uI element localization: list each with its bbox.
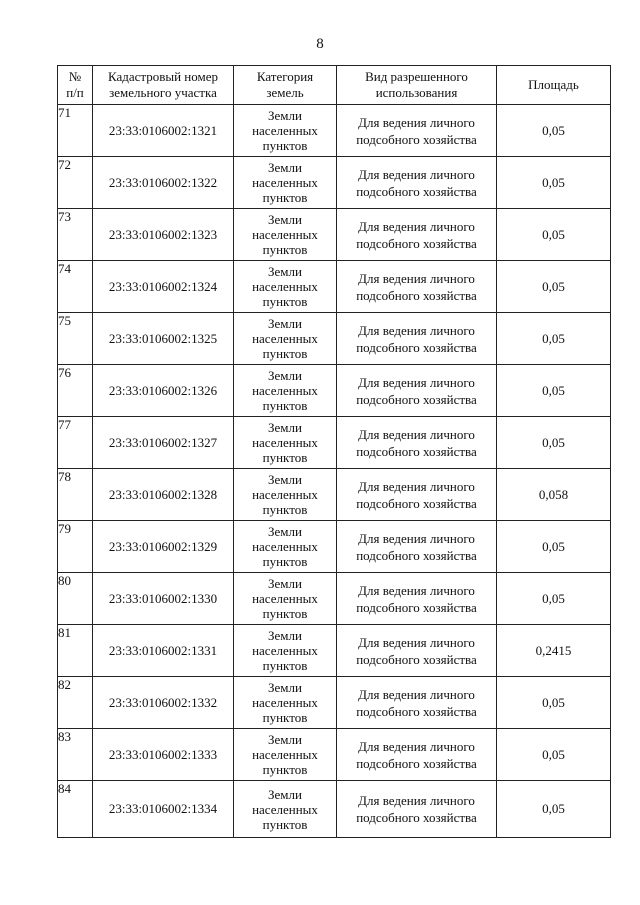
permitted-use: [337, 729, 497, 781]
use-line1: Для ведения личного: [358, 374, 475, 390]
header-category: [234, 66, 337, 105]
permitted-use: [337, 677, 497, 729]
category-line1: Земли: [268, 316, 302, 331]
header-area: [497, 66, 611, 105]
plot-area: 0,05: [497, 417, 611, 469]
table-row: [58, 573, 611, 625]
table-row: [58, 313, 611, 365]
table-body: [58, 105, 611, 838]
use-line1: Для ведения личного: [358, 114, 475, 130]
land-category: [234, 105, 337, 157]
permitted-use: [337, 417, 497, 469]
category-line2: населенных: [252, 331, 318, 346]
plot-area: 0,05: [497, 157, 611, 209]
table-row: [58, 209, 611, 261]
cadastral-number: 23:33:0106002:1331: [93, 625, 234, 677]
category-line3: пунктов: [262, 242, 308, 257]
land-category: [234, 313, 337, 365]
row-number: 84: [58, 781, 93, 838]
row-number: 71: [58, 105, 93, 157]
land-category: [234, 261, 337, 313]
row-number: 76: [58, 365, 93, 417]
table-row: [58, 521, 611, 573]
table-row: [58, 677, 611, 729]
category-line1: Земли: [268, 472, 302, 487]
land-category: [234, 521, 337, 573]
row-number: 73: [58, 209, 93, 261]
category-line2: населенных: [252, 591, 318, 606]
category-line1: Земли: [268, 420, 302, 435]
land-category: [234, 469, 337, 521]
plot-area: 0,05: [497, 521, 611, 573]
cadastral-number: 23:33:0106002:1333: [93, 729, 234, 781]
category-line1: Земли: [268, 108, 302, 123]
category-line2: населенных: [252, 747, 318, 762]
use-line1: Для ведения личного: [358, 218, 475, 234]
use-line1: Для ведения личного: [358, 426, 475, 442]
permitted-use: [337, 261, 497, 313]
cadastral-number: 23:33:0106002:1323: [93, 209, 234, 261]
category-line2: населенных: [252, 123, 318, 138]
use-line2: подсобного хозяйства: [356, 495, 477, 511]
use-line1: Для ведения личного: [358, 793, 475, 808]
land-category: [234, 625, 337, 677]
use-line2: подсобного хозяйства: [356, 703, 477, 719]
row-number: 79: [58, 521, 93, 573]
land-plots-table: [57, 65, 611, 838]
row-number: 80: [58, 573, 93, 625]
cadastral-number: 23:33:0106002:1324: [93, 261, 234, 313]
table-row: [58, 261, 611, 313]
row-number: 77: [58, 417, 93, 469]
use-line2: подсобного хозяйства: [356, 547, 477, 563]
permitted-use: [337, 573, 497, 625]
cadastral-number: 23:33:0106002:1329: [93, 521, 234, 573]
land-category: [234, 677, 337, 729]
category-line1: Земли: [268, 524, 302, 539]
category-line1: Земли: [268, 160, 302, 175]
category-line1: Земли: [268, 732, 302, 747]
cadastral-number: 23:33:0106002:1334: [93, 781, 234, 838]
plot-area: 0,05: [497, 729, 611, 781]
category-line3: пунктов: [262, 554, 308, 569]
plot-area: 0,05: [497, 781, 611, 838]
category-line2: населенных: [252, 227, 318, 242]
use-line2: подсобного хозяйства: [356, 651, 477, 667]
table-row: [58, 781, 611, 838]
use-line2: подсобного хозяйства: [356, 391, 477, 407]
table-row: [58, 105, 611, 157]
permitted-use: [337, 521, 497, 573]
header-use-line1: Вид разрешенного: [365, 69, 468, 84]
header-category-line2: земель: [266, 85, 304, 100]
category-line2: населенных: [252, 695, 318, 710]
category-line2: населенных: [252, 383, 318, 398]
header-number-line1: №: [68, 69, 82, 84]
land-category: [234, 573, 337, 625]
plot-area: 0,05: [497, 677, 611, 729]
category-line1: Земли: [268, 628, 302, 643]
category-line3: пунктов: [262, 606, 308, 621]
use-line1: Для ведения личного: [358, 686, 475, 702]
use-line1: Для ведения личного: [358, 322, 475, 338]
table-row: [58, 365, 611, 417]
header-permitted-use: [337, 66, 497, 105]
category-line1: Земли: [268, 212, 302, 227]
plot-area: 0,05: [497, 365, 611, 417]
category-line2: населенных: [252, 435, 318, 450]
permitted-use: [337, 105, 497, 157]
use-line2: подсобного хозяйства: [356, 755, 477, 771]
cadastral-number: 23:33:0106002:1330: [93, 573, 234, 625]
category-line3: пунктов: [262, 398, 308, 413]
category-line3: пунктов: [262, 710, 308, 725]
use-line1: Для ведения личного: [358, 166, 475, 182]
cadastral-number: 23:33:0106002:1321: [93, 105, 234, 157]
permitted-use: [337, 313, 497, 365]
land-category: [234, 365, 337, 417]
header-area-label: Площадь: [528, 77, 579, 92]
category-line2: населенных: [252, 487, 318, 502]
permitted-use: [337, 781, 497, 838]
category-line3: пунктов: [262, 450, 308, 465]
header-use-line2: использования: [375, 85, 458, 100]
category-line2: населенных: [252, 801, 318, 817]
use-line1: Для ведения личного: [358, 478, 475, 494]
permitted-use: [337, 469, 497, 521]
cadastral-number: 23:33:0106002:1322: [93, 157, 234, 209]
plot-area: 0,05: [497, 573, 611, 625]
category-line3: пунктов: [262, 816, 308, 832]
use-line2: подсобного хозяйства: [356, 810, 477, 825]
category-line3: пунктов: [262, 346, 308, 361]
row-number: 74: [58, 261, 93, 313]
cadastral-number: 23:33:0106002:1326: [93, 365, 234, 417]
plot-area: 0,05: [497, 209, 611, 261]
row-number: 82: [58, 677, 93, 729]
header-number-line2: п/п: [66, 85, 84, 100]
plot-area: 0,05: [497, 261, 611, 313]
header-number: [58, 66, 93, 105]
category-line2: населенных: [252, 279, 318, 294]
use-line2: подсобного хозяйства: [356, 287, 477, 303]
use-line2: подсобного хозяйства: [356, 131, 477, 147]
use-line2: подсобного хозяйства: [356, 339, 477, 355]
category-line2: населенных: [252, 643, 318, 658]
row-number: 78: [58, 469, 93, 521]
category-line1: Земли: [268, 786, 302, 802]
category-line1: Земли: [268, 680, 302, 695]
category-line3: пунктов: [262, 502, 308, 517]
permitted-use: [337, 625, 497, 677]
category-line3: пунктов: [262, 138, 308, 153]
header-row: [58, 66, 611, 105]
table-row: [58, 729, 611, 781]
table-row: [58, 469, 611, 521]
table-row: [58, 157, 611, 209]
plot-area: 0,2415: [497, 625, 611, 677]
category-line2: населенных: [252, 175, 318, 190]
row-number: 83: [58, 729, 93, 781]
use-line1: Для ведения личного: [358, 270, 475, 286]
cadastral-number: 23:33:0106002:1328: [93, 469, 234, 521]
cadastral-number: 23:33:0106002:1325: [93, 313, 234, 365]
category-line1: Земли: [268, 368, 302, 383]
cadastral-number: 23:33:0106002:1327: [93, 417, 234, 469]
land-category: [234, 729, 337, 781]
use-line2: подсобного хозяйства: [356, 443, 477, 459]
table-row: [58, 417, 611, 469]
land-category: [234, 209, 337, 261]
permitted-use: [337, 365, 497, 417]
row-number: 72: [58, 157, 93, 209]
use-line2: подсобного хозяйства: [356, 183, 477, 199]
cadastral-number: 23:33:0106002:1332: [93, 677, 234, 729]
header-cadastral-line1: Кадастровый номер: [107, 69, 219, 84]
table-row: [58, 625, 611, 677]
category-line3: пунктов: [262, 294, 308, 309]
category-line3: пунктов: [262, 190, 308, 205]
use-line2: подсобного хозяйства: [356, 599, 477, 615]
plot-area: 0,05: [497, 313, 611, 365]
category-line3: пунктов: [262, 658, 308, 673]
table-header: [58, 66, 611, 105]
plot-area: 0,05: [497, 105, 611, 157]
permitted-use: [337, 209, 497, 261]
row-number: 81: [58, 625, 93, 677]
header-cadastral: [93, 66, 234, 105]
use-line1: Для ведения личного: [358, 530, 475, 546]
category-line1: Земли: [268, 576, 302, 591]
category-line2: населенных: [252, 539, 318, 554]
permitted-use: [337, 157, 497, 209]
land-category: [234, 417, 337, 469]
row-number: 75: [58, 313, 93, 365]
use-line1: Для ведения личного: [358, 738, 475, 754]
use-line1: Для ведения личного: [358, 582, 475, 598]
land-category: [234, 781, 337, 838]
page-number: 8: [316, 36, 324, 52]
header-cadastral-line2: земельного участка: [109, 85, 217, 100]
land-category: [234, 157, 337, 209]
use-line1: Для ведения личного: [358, 634, 475, 650]
use-line2: подсобного хозяйства: [356, 235, 477, 251]
category-line3: пунктов: [262, 762, 308, 777]
category-line1: Земли: [268, 264, 302, 279]
header-category-line1: Категория: [256, 69, 314, 84]
plot-area: 0,058: [497, 469, 611, 521]
